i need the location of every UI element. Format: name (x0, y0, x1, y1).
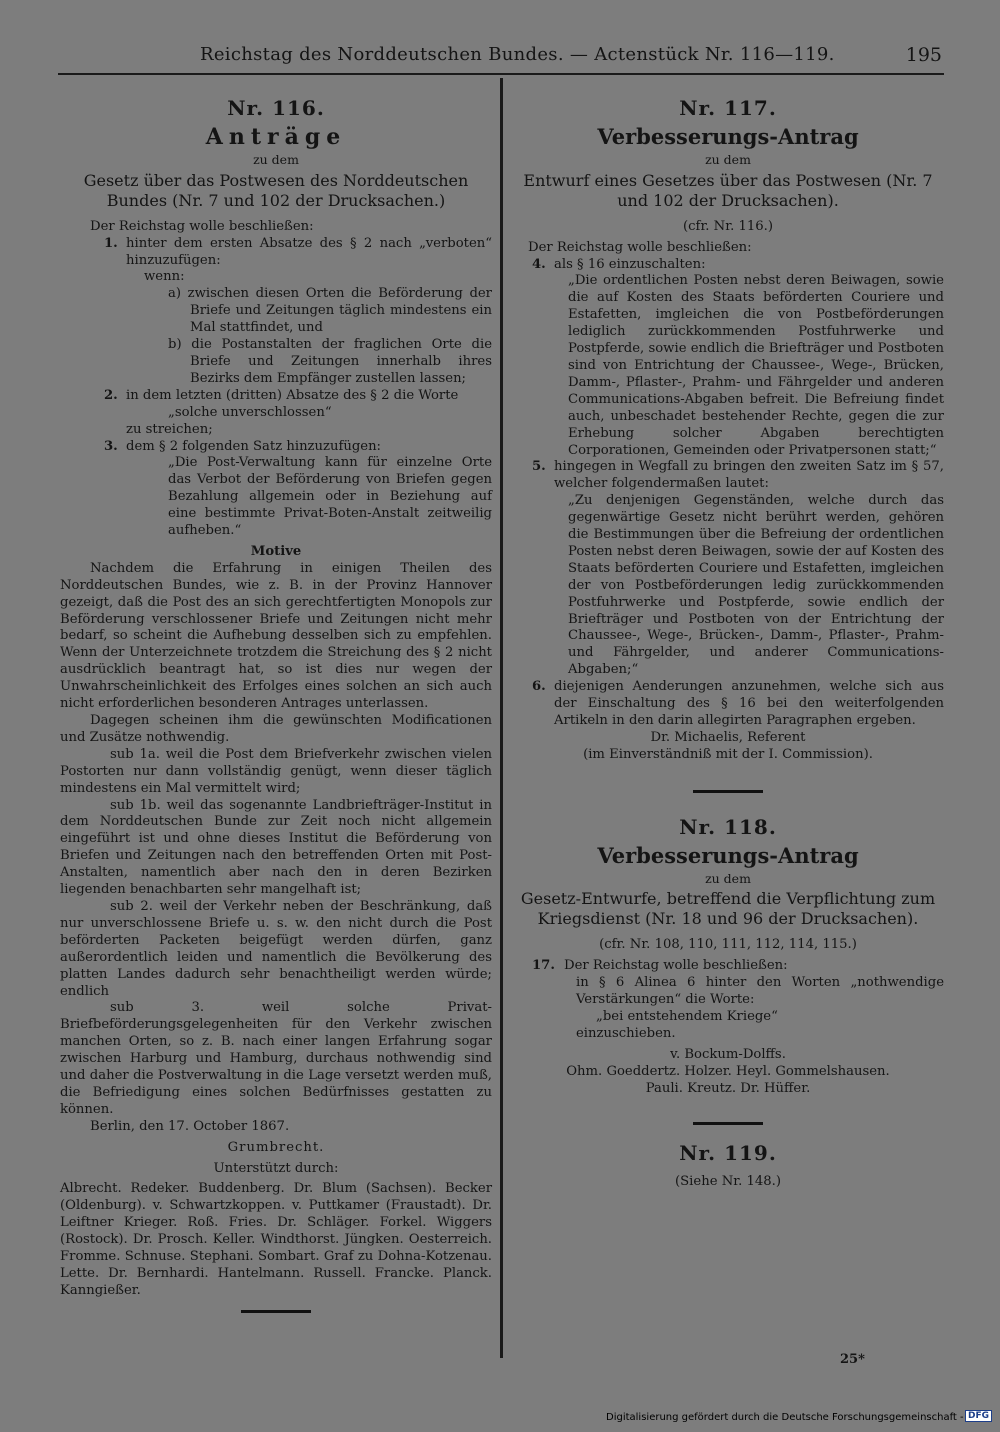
item-text: einzuschieben. (576, 1025, 676, 1041)
intro-line: Der Reichstag wolle beschließen: (90, 218, 314, 234)
list-item (512, 958, 944, 975)
item-num: 6. (532, 679, 546, 695)
list-item (512, 257, 944, 274)
referent-note: (im Einverständniß mit der I. Commission). (583, 746, 873, 762)
item-number-119: Nr. 119. (679, 1140, 777, 1165)
item-num: 17. (532, 958, 555, 974)
list-item (60, 236, 492, 270)
sub-1b: sub 1b. weil das sogenannte Landbriefträger-Institut in dem Norddeutschen Bunde zur Zeit noch nicht allgemein eingeführt ist und ohne dieses Institut die Beförderung von Briefen und Zeitungen nach den betreffenden Orten mit Post-Anstalten, namentlich aber nach den in deren Bezirken liegenden benachbarten sehr mangelhaft ist; (60, 797, 492, 898)
signer: Grumbrecht. (227, 1139, 325, 1155)
list-item (512, 459, 944, 493)
signer-names: Ohm. Goeddertz. Holzer. Heyl. Gommelshausen. (566, 1063, 890, 1079)
quote: „bei entstehendem Kriege“ (596, 1009, 778, 1025)
intro-line: Der Reichstag wolle beschließen: (528, 239, 752, 255)
item-subtitle-116: Gesetz über das Postwesen des Norddeutschen Bundes (Nr. 7 und 102 der Drucksachen.) (83, 170, 469, 210)
cfr-ref-118: (cfr. Nr. 108, 110, 111, 112, 114, 115.) (599, 937, 857, 953)
item-num: 3. (104, 438, 118, 454)
signer: v. Bockum-Dolffs. (670, 1046, 786, 1062)
referent: Dr. Michaelis, Referent (650, 729, 806, 745)
item-text: Der Reichstag wolle beschließen: (564, 958, 788, 974)
item-num: 5. (532, 459, 546, 475)
left-column (60, 96, 492, 1323)
item-subtitle-117: Entwurf eines Gesetzes über das Postwesen (Nr. 7 und 102 der Drucksachen). (523, 170, 933, 210)
item-text: dem § 2 folgenden Satz hinzuzufügen: (126, 438, 381, 454)
quote: „Zu denjenigen Gegenständen, welche durch das gegenwärtige Gesetz nicht berührt werden, gehören die Bestimmungen über die Befreiung der ordentlichen Posten nebst deren Beiwagen, sowie der auf Kosten des Staats beförderten Couriere und Estafetten, imgleichen der von Postbeförderungen ledig zurückkommenden Postfuhrwerke und Postpferde, sowie endlich der Briefträger und Postboten von der Entrichtung der Chaussee-, Wege-, Brücken-, Damm-, Pflaster-, Prahm- und Fährgelder, und anderer Communications-Abgaben;“ (568, 493, 944, 678)
item-text: diejenigen Aenderungen anzunehmen, welche sich aus der Einschaltung des § 16 bei den weiterfolgenden Artikeln in den darin allegirten Paragraphen ergeben. (554, 679, 944, 728)
supporter-names: Albrecht. Redeker. Buddenberg. Dr. Blum (Sachsen). Becker (Oldenburg). v. Schwartzkoppen. v. Puttkamer (Fraustadt). Dr. Leiftner Krieger. Roß. Fries. Dr. Schläger. Forkel. Wiggers (Rostock). Dr. Prosch. Keller. Windthorst. Jüngken. Oesterreich. Fromme. Schnuse. Stephani. Sombart. Graf zu Dohna-Kotzenau. Lette. Dr. Bernhardi. Hantelmann. Russell. Francke. Planck. Kanngießer. (60, 1181, 492, 1298)
see-ref-119: (Siehe Nr. 148.) (675, 1173, 781, 1189)
column-divider (500, 78, 503, 1358)
wenn-label: wenn: (144, 269, 185, 285)
footer-credit: Digitalisierung gefördert durch die Deutsche Forschungsgemeinschaft - (606, 1412, 964, 1423)
item-num: 4. (532, 256, 546, 272)
date-line: Berlin, den 17. October 1867. (90, 1118, 290, 1134)
list-item (60, 439, 492, 456)
section-rule (693, 1122, 763, 1125)
page-number: 195 (905, 44, 942, 66)
motive-heading: Motive (250, 543, 302, 559)
item-number-116: Nr. 116. (227, 96, 325, 120)
list-item (60, 388, 492, 405)
quote: „Die ordentlichen Posten nebst deren Beiwagen, sowie die auf Kosten des Staats beförderten Couriere und Estafetten, imgleichen die von Postbeförderungen lediglich zurückkommenden Postfuhrwerke und Postpferde, sowie endlich die Briefträger und Postboten sind von Entrichtung der Chaussee-, Wege-, Brücken, Damm-, Pflaster-, Prahm- und Fährgelder und anderen Communications-Abgaben befreit. Die Befreiung findet auch, unbeschadet bestehender Rechte, gegen die zur Erhebung solcher Abgaben berechtigten Corporationen, Gemeinden oder Privatpersonen statt;“ (568, 273, 944, 458)
zu-dem-label: zu dem (253, 151, 299, 167)
motive-para-2: Dagegen scheinen ihm die gewünschten Modificationen und Zusätze nothwendig. (60, 713, 492, 745)
item-number-117: Nr. 117. (679, 96, 777, 120)
sub-b: b) die Postanstalten der fraglichen Orte die Briefe und Zeitungen innerhalb ihres Bezirks dem Empfänger zustellen lassen; (168, 337, 492, 386)
header-rule (58, 73, 944, 75)
sub-2: sub 2. weil der Verkehr neben der Beschränkung, daß nur unverschlossene Briefe u. s. w. den nicht durch die Post beförderten Packeten beigefügt werden dürfen, ganz außerordentlich leiden und namentlich die Bevölkerung des platten Landes dadurch sehr benachtheiligt werden würde; endlich (60, 898, 492, 999)
item-text: in § 6 Alinea 6 hinter den Worten „nothwendige Verstärkungen“ die Worte: (576, 975, 944, 1008)
motive-para-1: Nachdem die Erfahrung in einigen Theilen des Norddeutschen Bundes, wie z. B. in der Provinz Hannover gezeigt, daß die Post des an sich gerechtfertigten Monopols zur Beförderung verschlossener Briefe und Zeitungen nicht mehr bedarf, so scheint die Aufhebung desselben sich zu empfehlen. Wenn der Unterzeichnete trotzdem die Streichung des § 2 nicht ausdrücklich beantragt hat, so ist dies nur wegen der Unwahrscheinlichkeit des Erfolges eines solchen an sich auch nicht erforderlichen besonderen Antrages unterlassen. (60, 560, 492, 712)
item-text: hingegen in Wegfall zu bringen den zweiten Satz im § 57, welcher folgendermaßen lautet: (554, 459, 944, 492)
item-num: 1. (104, 235, 118, 251)
item-text: als § 16 einzuschalten: (554, 256, 706, 272)
zu-dem-label: zu dem (705, 870, 751, 886)
cfr-ref-117: (cfr. Nr. 116.) (683, 218, 773, 234)
section-rule (241, 1310, 311, 1313)
page-header (0, 40, 1000, 74)
item-number-118: Nr. 118. (679, 814, 777, 839)
signature-mark: 25* (840, 1352, 865, 1367)
quote: „Die Post-Verwaltung kann für einzelne Orte das Verbot der Beförderung von Briefen gegen Bezahlung allgemein oder in Beziehung auf eine bestimmte Privat-Boten-Anstalt zeitweilig aufheben.“ (168, 455, 492, 539)
zu-dem-label: zu dem (705, 151, 751, 167)
running-title: Reichstag des Norddeutschen Bundes. — Actenstück Nr. 116—119. (200, 44, 835, 65)
item-title-117: Verbesserungs-Antrag (597, 123, 859, 149)
item-num: 2. (104, 387, 118, 403)
quote: „solche unverschlossen“ (168, 404, 332, 420)
sub-1a: sub 1a. weil die Post dem Briefverkehr zwischen vielen Postorten nur dann vollständig genügt, wenn dieser täglich mindestens ein Mal vermittelt wird; (60, 746, 492, 796)
right-column (512, 96, 944, 1194)
section-rule (693, 790, 763, 793)
item-title-118: Verbesserungs-Antrag (597, 842, 859, 868)
item-title-116: Anträge (205, 123, 347, 150)
list-item (512, 679, 944, 730)
signer-names: Pauli. Kreutz. Dr. Hüffer. (645, 1080, 811, 1096)
item-text: in dem letzten (dritten) Absatze des § 2 die Worte (126, 387, 459, 403)
item-text: hinter dem ersten Absatze des § 2 nach „verboten“ hinzuzufügen: (126, 235, 492, 268)
item-subtitle-118: Gesetz-Entwurfe, betreffend die Verpflichtung zum Kriegsdienst (Nr. 18 und 96 der Drucksachen). (520, 889, 936, 929)
quote-end: zu streichen; (126, 421, 213, 437)
sub-a: a) zwischen diesen Orten die Beförderung der Briefe und Zeitungen täglich mindestens ein Mal stattfindet, und (168, 286, 492, 336)
supported-by: Unterstützt durch: (213, 1160, 339, 1176)
dfg-logo: DFG (965, 1410, 992, 1422)
sub-3: sub 3. weil solche Privat-Briefbeförderungsgelegenheiten für den Verkehr zwischen manchen Orten, so z. B. nach einer langen Erfahrung sogar zwischen Harburg und Hamburg, durchaus nothwendig sind und daher die Postverwaltung in die Lage versetzt werden muß, die Befriedigung eines solchen Bedürfnisses gestatten zu können. (60, 1000, 492, 1117)
